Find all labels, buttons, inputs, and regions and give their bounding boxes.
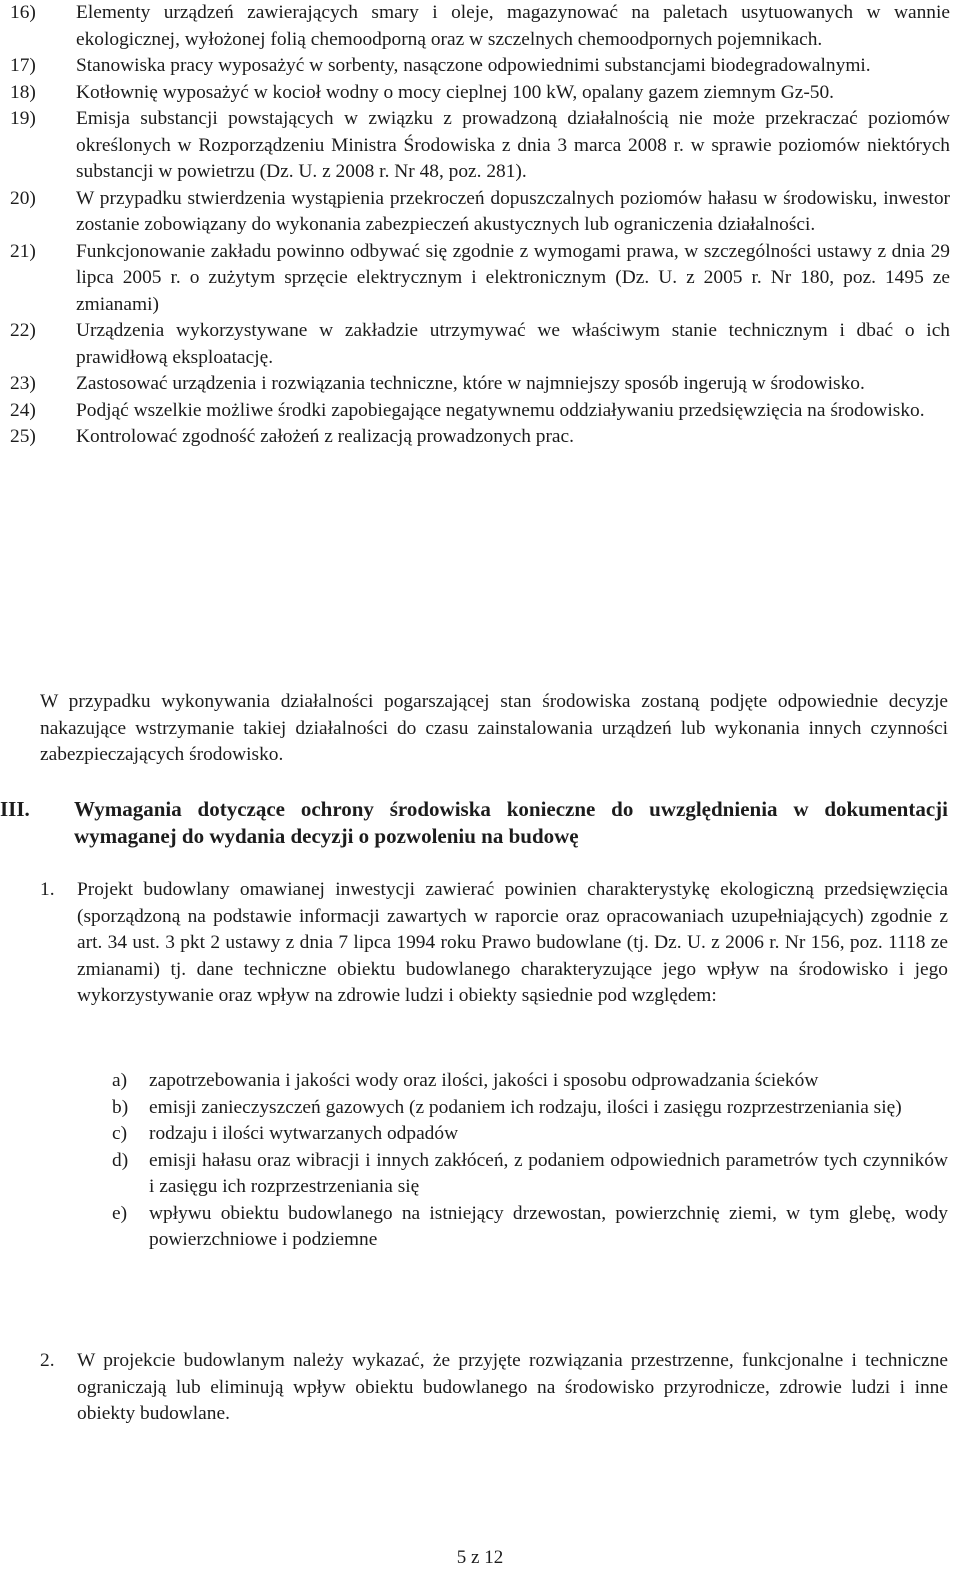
list-item [10,106,950,186]
item-number: 18) [10,81,36,103]
item-text: Urządzenia wykorzystywane w zakładzie utrzymywać we właściwym stanie technicznym i dbać o ich prawidłową eksploatację. [76,320,950,368]
sub-text: emisji hałasu oraz wibracji i innych zakłóceń, z podaniem odpowiednich parametrów tych czynników i zasięgu ich rozprzestrzeniania się [149,1149,948,1197]
item-text: Kotłownię wyposażyć w kocioł wodny o mocy cieplnej 100 kW, opalany gazem ziemnym Gz-50. [76,81,835,103]
point-number: 2. [40,1350,55,1371]
item-text: Podjąć wszelkie możliwe środki zapobiegające negatywnemu oddziaływaniu przedsięwzięcia na środowisko. [76,399,925,421]
page-number: 5 z 12 [456,1547,504,1568]
list-item [10,318,950,371]
sub-text: rodzaju i ilości wytwarzanych odpadów [149,1123,459,1144]
sub-text: wpływu obiektu budowlanego na istniejący drzewostan, powierzchnię ziemi, w tym glebę, wody powierzchniowe i podziemne [149,1202,948,1250]
sub-item [112,1148,948,1201]
sub-text: zapotrzebowania i jakości wody oraz ilości, jakości i sposobu odprowadzania ścieków [149,1070,819,1091]
item-text: Emisja substancji powstających w związku z prowadzoną działalnością nie może przekraczać poziomów określonych w Rozporządzeniu Ministra Środowiska z dnia 3 marca 2008 r. w sprawie poziomów niektórych substancji w powietrzu (Dz. U. z 2008 r. Nr 48, poz. 281). [76,108,950,182]
numbered-list [10,0,950,451]
section-heading [0,796,948,849]
sub-letter: a) [112,1070,128,1091]
item-text: Elementy urządzeń zawierających smary i oleje, magazynować na paletach usytuowanych w wannie ekologicznej, wyłożonej folią chemoodporną oraz w szczelnych chemoodpornych pojemnikach. [76,2,950,50]
point-text: Projekt budowlany omawianej inwestycji zawierać powinien charakterystykę ekologiczną przedsięwzięcia (sporządzoną na podstawie informacji zawartych w raporcie oraz opracowaniach uzupełniających) zgodnie z art. 34 ust. 3 pkt 2 ustawy z dnia 7 lipca 1994 roku Prawo budowlane (tj. Dz. U. z 2006 r. Nr 156, poz. 1118 ze zmianami) tj. dane techniczne obiektu budowlanego charakteryzujące jego wpływ na środowisko i jego wykorzystywanie oraz wpływ na zdrowie ludzi i obiekty sąsiednie pod względem: [77,879,948,1006]
section-number: III. [0,797,30,821]
list-item [10,80,950,107]
section-title: Wymagania dotyczące ochrony środowiska konieczne do uwzględnienia w dokumentacji wymaganej do wydania decyzji o pozwoleniu na budowę [74,797,948,848]
item-number: 23) [10,373,36,394]
item-number: 20) [10,187,36,209]
sub-item [112,1121,948,1148]
item-number: 22) [10,320,36,341]
point-number: 1. [40,879,55,900]
sub-item [112,1095,948,1122]
list-item [10,371,950,398]
list-item [10,0,950,53]
sub-letter: e) [112,1202,128,1224]
list-item [10,186,950,239]
item-text: Stanowiska pracy wyposażyć w sorbenty, nasączone odpowiednimi substancjami biodegradowalnymi. [76,55,871,76]
sub-letter: b) [112,1096,129,1118]
sub-list [112,1068,948,1254]
point-1 [40,877,948,1010]
closing-paragraph: W przypadku wykonywania działalności pogarszającej stan środowiska zostaną podjęte odpowiednie decyzje nakazujące wstrzymanie takiej działalności do czasu zainstalowania urządzeń lub wykonania innych czynności zabezpieczających środowisko. [40,691,948,765]
sub-letter: d) [112,1149,129,1171]
list-item [10,239,950,319]
point-text: W projekcie budowlanym należy wykazać, że przyjęte rozwiązania przestrzenne, funkcjonalne i techniczne ograniczają lub eliminują wpływ obiektu budowlanego na środowisko przyrodnicze, zdrowie ludzi i inne obiekty budowlane. [77,1350,948,1424]
item-text: Kontrolować zgodność założeń z realizacją prowadzonych prac. [76,426,574,447]
item-number: 25) [10,426,36,447]
sub-item [112,1068,948,1095]
sub-text: emisji zanieczyszczeń gazowych (z podaniem ich rodzaju, ilości i zasięgu rozprzestrzeniania się) [149,1096,902,1118]
sub-letter: c) [112,1123,128,1144]
list-item [10,398,950,425]
list-item [10,53,950,80]
item-text: W przypadku stwierdzenia wystąpienia przekroczeń dopuszczalnych poziomów hałasu w środowisku, inwestor zostanie zobowiązany do wykonania zabezpieczeń akustycznych lub ograniczenia działalności. [76,187,950,235]
sub-item [112,1201,948,1254]
point-2 [40,1348,948,1428]
item-number: 19) [10,108,36,129]
item-number: 24) [10,399,36,421]
item-number: 21) [10,240,36,262]
item-text: Zastosować urządzenia i rozwiązania techniczne, które w najmniejszy sposób ingerują w środowisko. [76,373,865,394]
item-number: 17) [10,55,36,76]
item-text: Funkcjonowanie zakładu powinno odbywać się zgodnie z wymogami prawa, w szczególności ustawy z dnia 29 lipca 2005 r. o zużytym sprzęcie elektrycznym i elektronicznym (Dz. U. z 2005 r. Nr 180, poz. 1495 ze zmianami) [76,240,950,315]
item-number: 16) [10,2,36,23]
list-item [10,424,950,451]
